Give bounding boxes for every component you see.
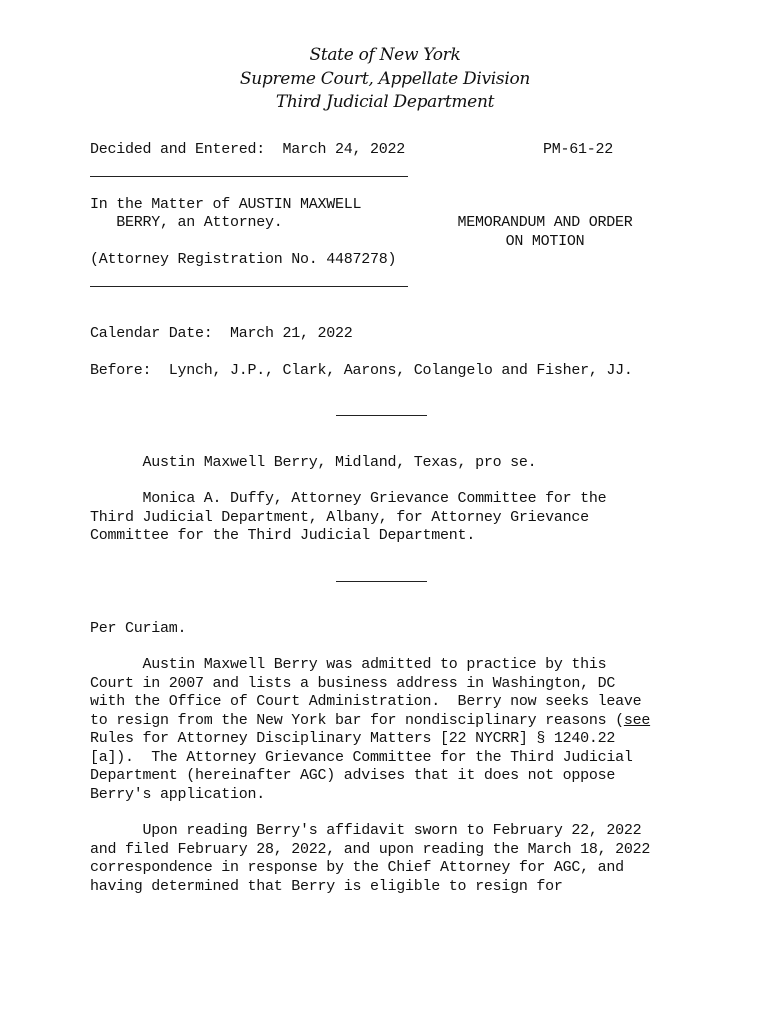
separator-rule-1 [336, 415, 427, 416]
opinion-paragraph-1 [90, 656, 690, 804]
before-justices: Before: Lynch, J.P., Clark, Aarons, Colangelo and Fisher, JJ. [90, 362, 633, 379]
court-department: Third Judicial Department [275, 92, 495, 112]
court-state: State of New York [309, 45, 461, 65]
appearance-agc [90, 490, 690, 546]
paragraph-line: Court in 2007 and lists a business address in Washington, DC [90, 674, 616, 692]
paragraph-line: and filed February 28, 2022, and upon reading the March 18, 2022 [90, 840, 651, 858]
paragraph-line: Berry's application. [90, 785, 266, 803]
paragraph-line-text: to resign from the New York bar for nondisciplinary reasons ( [90, 711, 624, 729]
paragraph-line: [a]). The Attorney Grievance Committee for the Third Judicial [90, 748, 633, 766]
paragraph-line: correspondence in response by the Chief Attorney for AGC, and [90, 859, 624, 876]
appearance-agc-line: Third Judicial Department, Albany, for Attorney Grievance [90, 508, 589, 526]
appearance-agc-line: Committee for the Third Judicial Department. [90, 527, 476, 544]
court-name: Supreme Court, Appellate Division [239, 69, 531, 89]
caption-top-rule [90, 176, 408, 177]
paragraph-line: with the Office of Court Administration. Berry now seeks leave [90, 693, 642, 710]
paragraph-line: Austin Maxwell Berry was admitted to practice by this [90, 656, 607, 673]
decided-date: Decided and Entered: March 24, 2022 [90, 141, 406, 158]
paragraph-line: Department (hereinafter AGC) advises that it does not oppose [90, 767, 616, 784]
docket-number: PM-61-22 [543, 141, 614, 158]
paragraph-line: Rules for Attorney Disciplinary Matters [22 NYCRR] § 1240.22 [90, 730, 616, 747]
caption-bottom-rule [90, 286, 408, 287]
order-title-line-1: MEMORANDUM AND ORDER [457, 214, 633, 231]
see-signal: see [623, 711, 651, 729]
separator-rule-2 [336, 581, 427, 582]
paragraph-line: having determined that Berry is eligible to resign for [90, 877, 563, 895]
paragraph-line: Upon reading Berry's affidavit sworn to February 22, 2022 [90, 822, 642, 839]
order-title-line-2: ON MOTION [505, 233, 585, 250]
paragraph-line [90, 712, 690, 731]
appearance-agc-line: Monica A. Duffy, Attorney Grievance Committee for the [90, 490, 607, 507]
per-curiam-heading: Per Curiam. [90, 620, 187, 637]
attorney-registration: (Attorney Registration No. 4487278) [90, 251, 397, 268]
opinion-paragraph-2 [90, 822, 690, 896]
appearance-respondent: Austin Maxwell Berry, Midland, Texas, pro se. [90, 454, 537, 471]
matter-line-2: BERRY, an Attorney. [90, 214, 283, 231]
matter-line-1: In the Matter of AUSTIN MAXWELL [90, 196, 362, 213]
calendar-date: Calendar Date: March 21, 2022 [90, 325, 353, 342]
